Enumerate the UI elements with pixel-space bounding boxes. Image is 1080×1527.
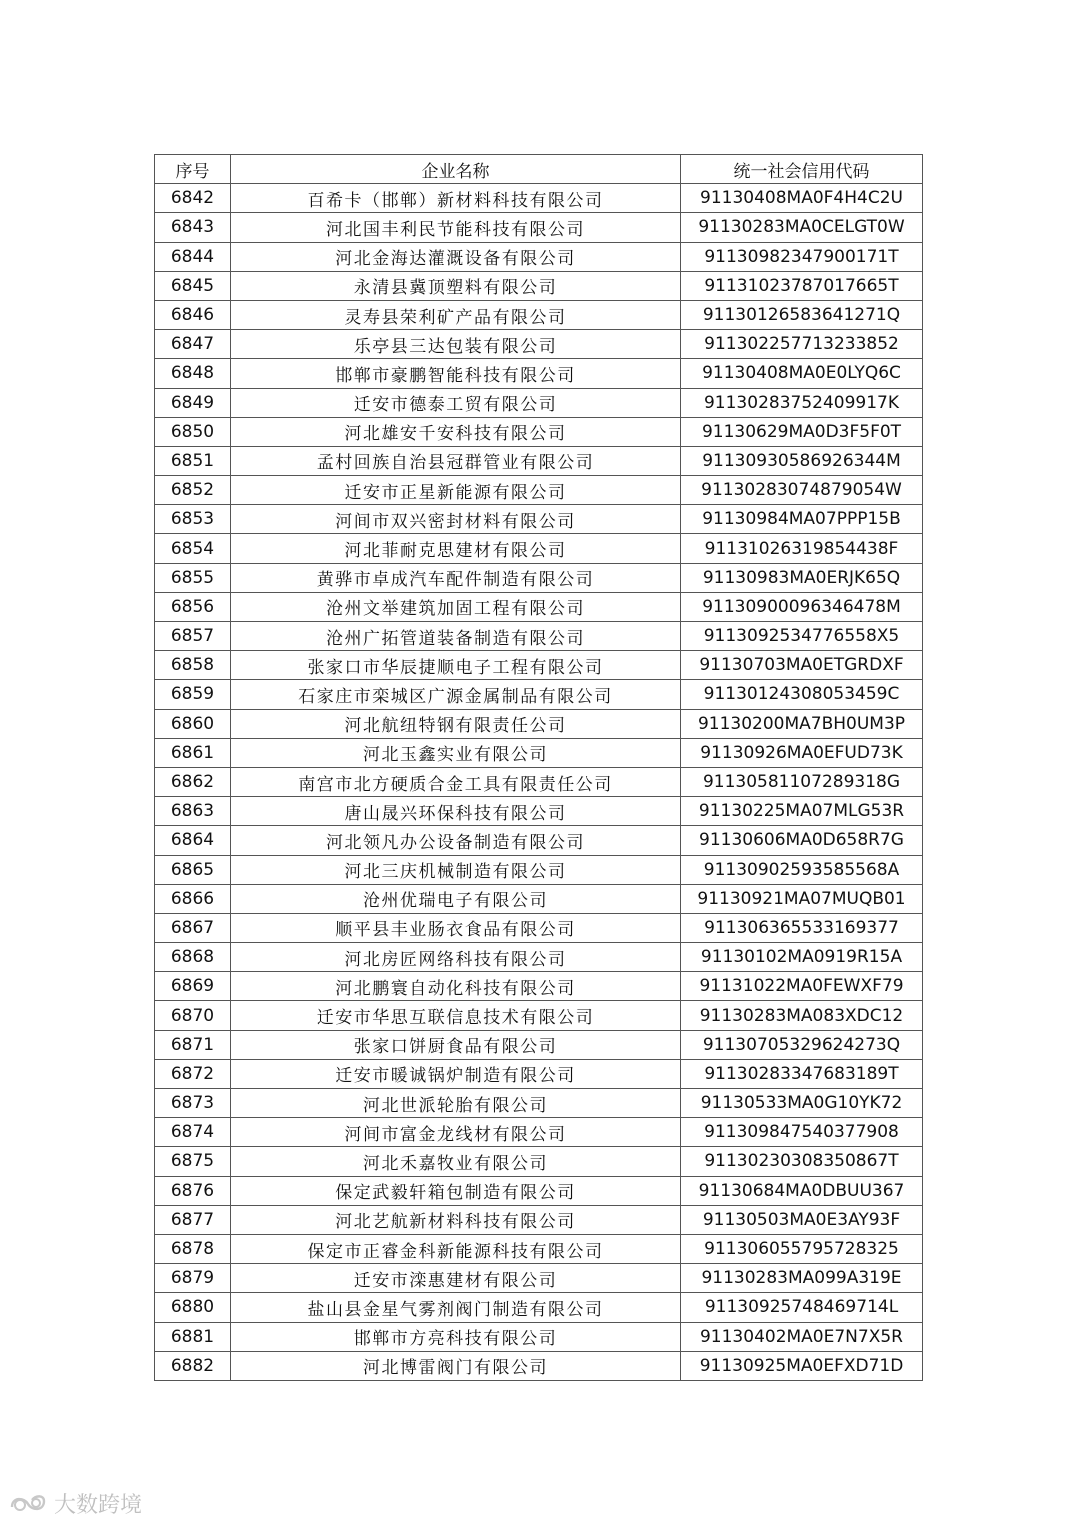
- row-name-cell: 河北艺航新材料科技有限公司: [231, 1205, 681, 1234]
- row-name-cell: 保定武毅轩箱包制造有限公司: [231, 1176, 681, 1205]
- row-code-cell: 91130930586926344M: [681, 446, 923, 475]
- table-header-row: [155, 155, 923, 184]
- row-seq-cell: 6862: [155, 767, 231, 796]
- table-row: [155, 1322, 923, 1351]
- row-code-cell: 91130983MA0ERJK65Q: [681, 563, 923, 592]
- row-seq-cell: 6850: [155, 417, 231, 446]
- row-code-cell: 91130126583641271Q: [681, 300, 923, 329]
- row-seq-cell: 6874: [155, 1118, 231, 1147]
- row-code-cell: 91130581107289318G: [681, 767, 923, 796]
- row-name-cell: 河北三庆机械制造有限公司: [231, 855, 681, 884]
- table-row: [155, 913, 923, 942]
- row-seq-cell: 6846: [155, 300, 231, 329]
- row-seq-cell: 6868: [155, 943, 231, 972]
- table-row: [155, 476, 923, 505]
- row-name-cell: 河北禾嘉牧业有限公司: [231, 1147, 681, 1176]
- table-row: [155, 709, 923, 738]
- row-name-cell: 河北玉鑫实业有限公司: [231, 738, 681, 767]
- watermark: [8, 1488, 142, 1519]
- row-seq-cell: 6859: [155, 680, 231, 709]
- row-seq-cell: 6865: [155, 855, 231, 884]
- row-name-cell: 邯郸市方亮科技有限公司: [231, 1322, 681, 1351]
- row-code-cell: 91130124308053459C: [681, 680, 923, 709]
- table-row: [155, 242, 923, 271]
- row-seq-cell: 6851: [155, 446, 231, 475]
- row-seq-cell: 6853: [155, 505, 231, 534]
- row-name-cell: 顺平县丰业肠衣食品有限公司: [231, 913, 681, 942]
- row-name-cell: 河北金海达灌溉设备有限公司: [231, 242, 681, 271]
- row-seq-cell: 6878: [155, 1234, 231, 1263]
- row-code-cell: 91130703MA0ETGRDXF: [681, 651, 923, 680]
- row-seq-cell: 6847: [155, 330, 231, 359]
- table-row: [155, 563, 923, 592]
- row-seq-cell: 6843: [155, 213, 231, 242]
- row-code-cell: 91130902593585568A: [681, 855, 923, 884]
- row-code-cell: 91130230308350867T: [681, 1147, 923, 1176]
- row-name-cell: 河北房匠网络科技有限公司: [231, 943, 681, 972]
- row-code-cell: 91130402MA0E7N7X5R: [681, 1322, 923, 1351]
- row-code-cell: 91130283MA083XDC12: [681, 1001, 923, 1030]
- row-code-cell: 91130408MA0E0LYQ6C: [681, 359, 923, 388]
- row-name-cell: 迁安市德泰工贸有限公司: [231, 388, 681, 417]
- row-code-cell: 91131022MA0FEWXF79: [681, 972, 923, 1001]
- row-code-cell: 91130283752409917K: [681, 388, 923, 417]
- row-code-cell: 91130900096346478M: [681, 592, 923, 621]
- row-code-cell: 91130283MA099A319E: [681, 1264, 923, 1293]
- row-seq-cell: 6880: [155, 1293, 231, 1322]
- row-seq-cell: 6877: [155, 1205, 231, 1234]
- table-row: [155, 1234, 923, 1263]
- row-seq-cell: 6856: [155, 592, 231, 621]
- table-row: [155, 943, 923, 972]
- row-seq-cell: 6858: [155, 651, 231, 680]
- row-code-cell: 91130408MA0F4H4C2U: [681, 184, 923, 213]
- row-code-cell: 9113092534776558X5: [681, 622, 923, 651]
- row-name-cell: 乐亭县三达包装有限公司: [231, 330, 681, 359]
- row-name-cell: 河北雄安千安科技有限公司: [231, 417, 681, 446]
- infinity-logo-icon: [8, 1491, 48, 1517]
- row-seq-cell: 6849: [155, 388, 231, 417]
- row-code-cell: 91130926MA0EFUD73K: [681, 738, 923, 767]
- table-row: [155, 359, 923, 388]
- row-name-cell: 永清县冀顶塑料有限公司: [231, 271, 681, 300]
- table-row: [155, 388, 923, 417]
- table-row: [155, 1293, 923, 1322]
- row-code-cell: 91130200MA7BH0UM3P: [681, 709, 923, 738]
- row-code-cell: 91131023787017665T: [681, 271, 923, 300]
- row-name-cell: 河北领凡办公设备制造有限公司: [231, 826, 681, 855]
- row-seq-cell: 6873: [155, 1089, 231, 1118]
- row-code-cell: 91130283347683189T: [681, 1059, 923, 1088]
- table-row: [155, 1089, 923, 1118]
- row-name-cell: 河北博雷阀门有限公司: [231, 1351, 681, 1380]
- row-seq-cell: 6852: [155, 476, 231, 505]
- row-seq-cell: 6863: [155, 797, 231, 826]
- row-name-cell: 保定市正睿金科新能源科技有限公司: [231, 1234, 681, 1263]
- table-row: [155, 651, 923, 680]
- row-seq-cell: 6848: [155, 359, 231, 388]
- table-row: [155, 797, 923, 826]
- table-row: [155, 884, 923, 913]
- table-row: [155, 972, 923, 1001]
- table-row: [155, 1001, 923, 1030]
- row-seq-cell: 6845: [155, 271, 231, 300]
- row-code-cell: 91130629MA0D3F5F0T: [681, 417, 923, 446]
- table-row: [155, 592, 923, 621]
- row-seq-cell: 6842: [155, 184, 231, 213]
- table-row: [155, 505, 923, 534]
- row-code-cell: 91130225MA07MLG53R: [681, 797, 923, 826]
- row-code-cell: 91130283074879054W: [681, 476, 923, 505]
- row-seq-cell: 6881: [155, 1322, 231, 1351]
- row-name-cell: 河北航纽特钢有限责任公司: [231, 709, 681, 738]
- row-code-cell: 91130925748469714L: [681, 1293, 923, 1322]
- row-name-cell: 河北鹏寰自动化科技有限公司: [231, 972, 681, 1001]
- watermark-text: 大数跨境: [54, 1493, 143, 1518]
- row-seq-cell: 6860: [155, 709, 231, 738]
- table-row: [155, 826, 923, 855]
- row-name-cell: 石家庄市栾城区广源金属制品有限公司: [231, 680, 681, 709]
- row-name-cell: 沧州优瑞电子有限公司: [231, 884, 681, 913]
- row-name-cell: 河北世派轮胎有限公司: [231, 1089, 681, 1118]
- row-seq-cell: 6872: [155, 1059, 231, 1088]
- row-code-cell: 91130705329624273Q: [681, 1030, 923, 1059]
- row-code-cell: 911302257713233852: [681, 330, 923, 359]
- row-code-cell: 91130503MA0E3AY93F: [681, 1205, 923, 1234]
- row-code-cell: 91130283MA0CELGT0W: [681, 213, 923, 242]
- header-seq: 序号: [155, 155, 231, 184]
- table-row: [155, 1059, 923, 1088]
- table-row: [155, 330, 923, 359]
- table-row: [155, 738, 923, 767]
- row-code-cell: 91130606MA0D658R7G: [681, 826, 923, 855]
- table-row: [155, 184, 923, 213]
- row-code-cell: 91130984MA07PPP15B: [681, 505, 923, 534]
- table-row: [155, 1118, 923, 1147]
- header-code: 统一社会信用代码: [681, 155, 923, 184]
- row-code-cell: 911306365533169377: [681, 913, 923, 942]
- table-row: [155, 213, 923, 242]
- row-code-cell: 91130921MA07MUQB01: [681, 884, 923, 913]
- row-seq-cell: 6871: [155, 1030, 231, 1059]
- row-seq-cell: 6879: [155, 1264, 231, 1293]
- table-row: [155, 767, 923, 796]
- row-name-cell: 张家口市华辰捷顺电子工程有限公司: [231, 651, 681, 680]
- row-name-cell: 河间市双兴密封材料有限公司: [231, 505, 681, 534]
- row-name-cell: 迁安市滦惠建材有限公司: [231, 1264, 681, 1293]
- row-name-cell: 南宫市北方硬质合金工具有限责任公司: [231, 767, 681, 796]
- table-row: [155, 534, 923, 563]
- table-row: [155, 1351, 923, 1380]
- row-name-cell: 百希卡（邯郸）新材料科技有限公司: [231, 184, 681, 213]
- row-name-cell: 张家口饼厨食品有限公司: [231, 1030, 681, 1059]
- row-name-cell: 邯郸市豪鹏智能科技有限公司: [231, 359, 681, 388]
- row-name-cell: 灵寿县荣利矿产品有限公司: [231, 300, 681, 329]
- row-name-cell: 河间市富金龙线材有限公司: [231, 1118, 681, 1147]
- row-name-cell: 沧州广拓管道装备制造有限公司: [231, 622, 681, 651]
- row-seq-cell: 6867: [155, 913, 231, 942]
- row-code-cell: 91130102MA0919R15A: [681, 943, 923, 972]
- table-row: [155, 680, 923, 709]
- table-row: [155, 1030, 923, 1059]
- row-name-cell: 唐山晟兴环保科技有限公司: [231, 797, 681, 826]
- row-seq-cell: 6855: [155, 563, 231, 592]
- row-name-cell: 迁安市华思互联信息技术有限公司: [231, 1001, 681, 1030]
- table-row: [155, 1176, 923, 1205]
- row-seq-cell: 6882: [155, 1351, 231, 1380]
- table-row: [155, 855, 923, 884]
- row-name-cell: 黄骅市卓成汽车配件制造有限公司: [231, 563, 681, 592]
- row-seq-cell: 6861: [155, 738, 231, 767]
- row-code-cell: 911309847540377908: [681, 1118, 923, 1147]
- row-code-cell: 91130684MA0DBUU367: [681, 1176, 923, 1205]
- table-row: [155, 1205, 923, 1234]
- row-seq-cell: 6844: [155, 242, 231, 271]
- table-row: [155, 446, 923, 475]
- enterprise-table: [154, 154, 923, 1381]
- table-row: [155, 622, 923, 651]
- row-code-cell: 911306055795728325: [681, 1234, 923, 1263]
- row-name-cell: 盐山县金星气雾剂阀门制造有限公司: [231, 1293, 681, 1322]
- row-seq-cell: 6876: [155, 1176, 231, 1205]
- table-row: [155, 1264, 923, 1293]
- row-seq-cell: 6869: [155, 972, 231, 1001]
- row-seq-cell: 6870: [155, 1001, 231, 1030]
- table-row: [155, 271, 923, 300]
- row-code-cell: 91131026319854438F: [681, 534, 923, 563]
- row-seq-cell: 6854: [155, 534, 231, 563]
- table-row: [155, 417, 923, 446]
- row-name-cell: 孟村回族自治县冠群管业有限公司: [231, 446, 681, 475]
- row-code-cell: 91130925MA0EFXD71D: [681, 1351, 923, 1380]
- row-name-cell: 河北菲耐克思建材有限公司: [231, 534, 681, 563]
- row-name-cell: 迁安市正星新能源有限公司: [231, 476, 681, 505]
- row-seq-cell: 6857: [155, 622, 231, 651]
- table-row: [155, 1147, 923, 1176]
- row-name-cell: 河北国丰利民节能科技有限公司: [231, 213, 681, 242]
- row-seq-cell: 6864: [155, 826, 231, 855]
- row-name-cell: 沧州文举建筑加固工程有限公司: [231, 592, 681, 621]
- header-name: 企业名称: [231, 155, 681, 184]
- row-code-cell: 91130533MA0G10YK72: [681, 1089, 923, 1118]
- row-code-cell: 91130982347900171T: [681, 242, 923, 271]
- table-row: [155, 300, 923, 329]
- row-name-cell: 迁安市暖诚锅炉制造有限公司: [231, 1059, 681, 1088]
- row-seq-cell: 6875: [155, 1147, 231, 1176]
- row-seq-cell: 6866: [155, 884, 231, 913]
